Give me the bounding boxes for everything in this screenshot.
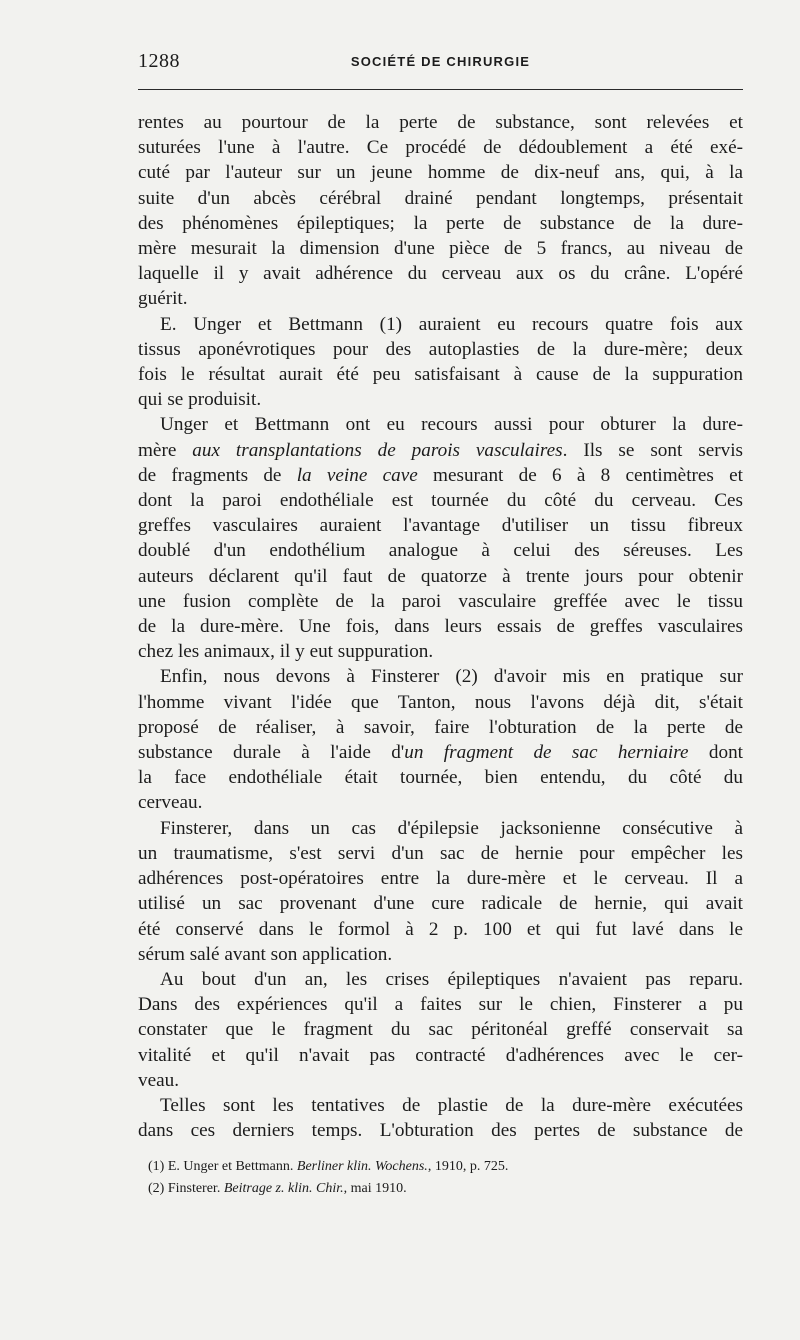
text-line xyxy=(138,589,743,614)
page-header xyxy=(138,50,743,80)
footnotes xyxy=(138,1156,743,1200)
page-number: 1288 xyxy=(138,50,180,72)
text-line xyxy=(138,765,743,790)
text-segment: Finsterer, dans un cas d'épilepsie jacksonienne consécutive à xyxy=(160,817,743,839)
text-segment: constater que le fragment du sac péritonéal greffé conservait sa xyxy=(138,1019,743,1041)
text-segment: fois le résultat aurait été peu satisfaisant à cause de la suppuration xyxy=(138,364,743,386)
text-segment: (1) E. Unger et Bettmann. xyxy=(148,1159,297,1174)
text-segment: veau. xyxy=(138,1069,180,1091)
header-rule xyxy=(138,89,743,90)
text-segment: , mai 1910. xyxy=(343,1181,407,1196)
text-segment: Enfin, nous devons à Finsterer (2) d'avoir mis en pratique sur xyxy=(160,666,743,688)
text-line xyxy=(138,816,743,841)
text-segment: un traumatisme, s'est servi d'un sac de hernie pour empêcher les xyxy=(138,842,743,864)
text-line xyxy=(138,891,743,916)
text-segment: tissus aponévrotiques pour des autoplasties de la dure-mère; deux xyxy=(138,338,743,360)
text-segment: des phénomènes épileptiques; la perte de substance de la dure- xyxy=(138,212,743,234)
text-segment: mesurant de 6 à 8 centimètres et xyxy=(417,464,743,486)
text-segment: . Ils se sont servis xyxy=(562,439,744,461)
text-line xyxy=(138,614,743,639)
text-line xyxy=(138,236,743,261)
text-segment: été conservé dans le formol à 2 p. 100 et qui fut lavé dans le xyxy=(138,918,743,940)
text-line xyxy=(138,639,743,664)
text-segment: dont la paroi endothéliale est tournée du côté du cerveau. Ces xyxy=(138,490,743,512)
text-segment: proposé de réaliser, à savoir, faire l'obturation de la perte de xyxy=(138,716,743,738)
text-segment: laquelle il y avait adhérence du cerveau aux os du crâne. L'opéré xyxy=(138,263,743,285)
text-line xyxy=(138,942,743,967)
text-line xyxy=(138,1017,743,1042)
text-segment: (2) Finsterer. xyxy=(148,1181,224,1196)
text-line xyxy=(138,110,743,135)
text-line xyxy=(138,841,743,866)
text-line xyxy=(138,1043,743,1068)
text-line xyxy=(138,412,743,437)
text-segment: dans ces derniers temps. L'obturation des pertes de substance de xyxy=(138,1120,743,1142)
text-segment: Telles sont les tentatives de plastie de la dure-mère exécutées xyxy=(160,1094,743,1116)
text-segment: suite d'un abcès cérébral drainé pendant longtemps, présentait xyxy=(138,187,743,209)
text-line xyxy=(138,690,743,715)
body-text xyxy=(138,110,743,1143)
text-line xyxy=(138,538,743,563)
text-segment: une fusion complète de la paroi vasculaire greffée avec le tissu xyxy=(138,590,743,612)
text-line xyxy=(138,438,743,463)
text-segment: vitalité et qu'il n'avait pas contracté d'adhérences avec le cer- xyxy=(138,1044,743,1066)
text-segment: mère mesurait la dimension d'une pièce de 5 francs, au niveau de xyxy=(138,238,743,260)
text-line xyxy=(138,967,743,992)
text-segment: de la dure-mère. Une fois, dans leurs essais de greffes vasculaires xyxy=(138,616,743,638)
italic-text: Beitrage z. klin. Chir. xyxy=(223,1181,344,1196)
text-line xyxy=(138,387,743,412)
text-segment: Dans des expériences qu'il a faites sur le chien, Finsterer a pu xyxy=(138,994,743,1016)
text-line xyxy=(138,211,743,236)
text-line xyxy=(138,261,743,286)
text-segment: greffes vasculaires auraient l'avantage d'utiliser un tissu fibreux xyxy=(138,515,743,537)
italic-text: aux transplantations de parois vasculaires xyxy=(192,439,563,461)
text-segment: adhérences post-opératoires entre la dure-mère et le cerveau. Il a xyxy=(138,868,743,890)
text-line xyxy=(138,160,743,185)
text-segment: chez les animaux, il y eut suppuration. xyxy=(138,641,434,663)
text-line xyxy=(138,1068,743,1093)
text-line xyxy=(138,337,743,362)
text-segment: cerveau. xyxy=(138,792,203,814)
text-line xyxy=(138,463,743,488)
text-segment: auteurs déclarent qu'il faut de quatorze à trente jours pour obtenir xyxy=(138,565,743,587)
text-segment: dont xyxy=(688,742,743,764)
text-line xyxy=(138,286,743,311)
italic-text: Berliner klin. Wochens. xyxy=(296,1159,428,1174)
text-segment: la face endothéliale était tournée, bien entendu, du côté du xyxy=(138,767,743,789)
text-segment: suturées l'une à l'autre. Ce procédé de dédoublement a été exé- xyxy=(138,137,743,159)
text-segment: mère xyxy=(138,439,193,461)
text-segment: de fragments de xyxy=(138,464,297,486)
text-segment: utilisé un sac provenant d'une cure radicale de hernie, qui avait xyxy=(138,893,743,915)
text-segment: sérum salé avant son application. xyxy=(138,943,393,965)
text-segment: substance durale à l'aide d' xyxy=(138,742,405,764)
text-line xyxy=(138,312,743,337)
text-segment: , 1910, p. 725. xyxy=(427,1159,509,1174)
text-segment: qui se produisit. xyxy=(138,389,262,411)
text-segment: doublé d'un endothélium analogue à celui des séreuses. Les xyxy=(138,540,743,562)
text-line xyxy=(138,664,743,689)
text-line xyxy=(138,740,743,765)
text-segment: E. Unger et Bettmann (1) auraient eu recours quatre fois aux xyxy=(160,313,743,335)
footnote xyxy=(138,1156,743,1178)
text-line xyxy=(138,917,743,942)
italic-text: un fragment de sac herniaire xyxy=(404,742,689,764)
text-line xyxy=(138,1093,743,1118)
text-segment: Unger et Bettmann ont eu recours aussi pour obturer la dure- xyxy=(160,414,743,436)
text-line xyxy=(138,564,743,589)
text-line xyxy=(138,790,743,815)
text-segment: guérit. xyxy=(138,288,188,310)
text-line xyxy=(138,715,743,740)
text-line xyxy=(138,186,743,211)
text-segment: l'homme vivant l'idée que Tanton, nous l'avons déjà dit, s'était xyxy=(138,691,743,713)
text-line xyxy=(138,1118,743,1143)
text-segment: cuté par l'auteur sur un jeune homme de dix-neuf ans, qui, à la xyxy=(138,162,743,184)
text-line xyxy=(138,135,743,160)
footnote xyxy=(138,1178,743,1200)
text-line xyxy=(138,992,743,1017)
text-segment: Au bout d'un an, les crises épileptiques n'avaient pas reparu. xyxy=(160,968,743,990)
text-segment: rentes au pourtour de la perte de substance, sont relevées et xyxy=(138,112,743,133)
text-line xyxy=(138,488,743,513)
running-title: SOCIÉTÉ DE CHIRURGIE xyxy=(350,54,531,69)
text-line xyxy=(138,362,743,387)
text-line xyxy=(138,866,743,891)
text-line xyxy=(138,513,743,538)
italic-text: la veine cave xyxy=(296,464,418,486)
